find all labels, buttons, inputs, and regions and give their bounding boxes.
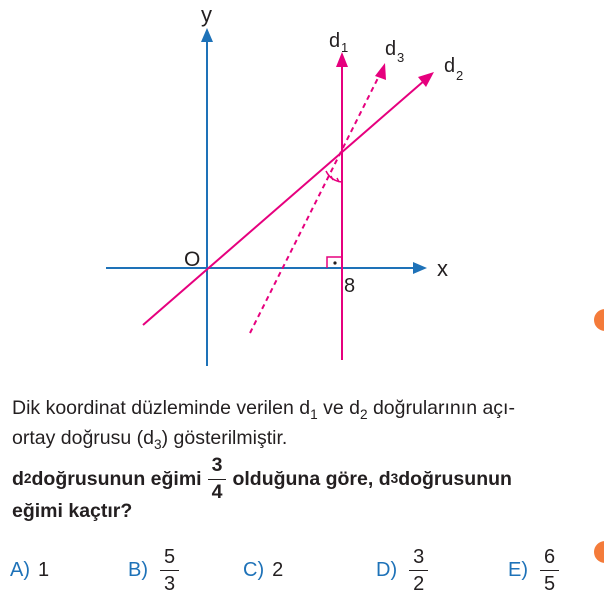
- x-axis: [106, 262, 427, 274]
- slope-fraction: $\frac{3}{4}$: [208, 456, 227, 502]
- svg-text:d: d: [444, 55, 456, 77]
- option-b[interactable]: B) $\frac{5}{3}$: [128, 548, 179, 592]
- page-edge-marker-2: [594, 541, 604, 563]
- option-a[interactable]: A) 1: [10, 558, 50, 581]
- statement-line-1: Dik koordinat düzleminde verilen $d_1$ ve $d_2$ doğrularının açı-: [12, 397, 515, 422]
- option-e[interactable]: E) $\frac{6}{5}$: [508, 548, 559, 592]
- d1-label: [329, 30, 348, 55]
- svg-text:d: d: [385, 38, 397, 60]
- d2-label: [444, 55, 463, 83]
- right-angle-mark: [327, 257, 342, 268]
- statement-line-2: ortay doğrusu $(d_3)$ gösterilmiştir.: [12, 427, 288, 452]
- svg-text:3: 3: [397, 50, 405, 65]
- d3-arrow-icon: [375, 63, 386, 80]
- d3-label: [385, 38, 404, 65]
- x-axis-arrow-icon: [413, 262, 427, 274]
- y-axis-label: y: [201, 2, 212, 27]
- question-text: d 2 doğrusunun eğimi $\frac{3}{4}$ olduğuna göre, d 3 doğrusunun eğimi kaçtır?: [12, 454, 512, 522]
- y-axis-arrow-icon: [201, 28, 213, 42]
- line-d1: [336, 52, 348, 360]
- y-axis: [201, 28, 213, 366]
- svg-text:d: d: [329, 30, 341, 52]
- option-c[interactable]: C) 2: [243, 558, 284, 581]
- x-intercept-label: 8: [344, 275, 356, 297]
- option-d[interactable]: D) $\frac{3}{2}$: [376, 548, 428, 592]
- svg-text:2: 2: [456, 68, 464, 83]
- line-d2: [143, 72, 434, 325]
- svg-text:1: 1: [341, 40, 349, 55]
- origin-label: O: [184, 248, 201, 271]
- x-axis-label: x: [437, 256, 448, 281]
- line-d3: [250, 63, 386, 333]
